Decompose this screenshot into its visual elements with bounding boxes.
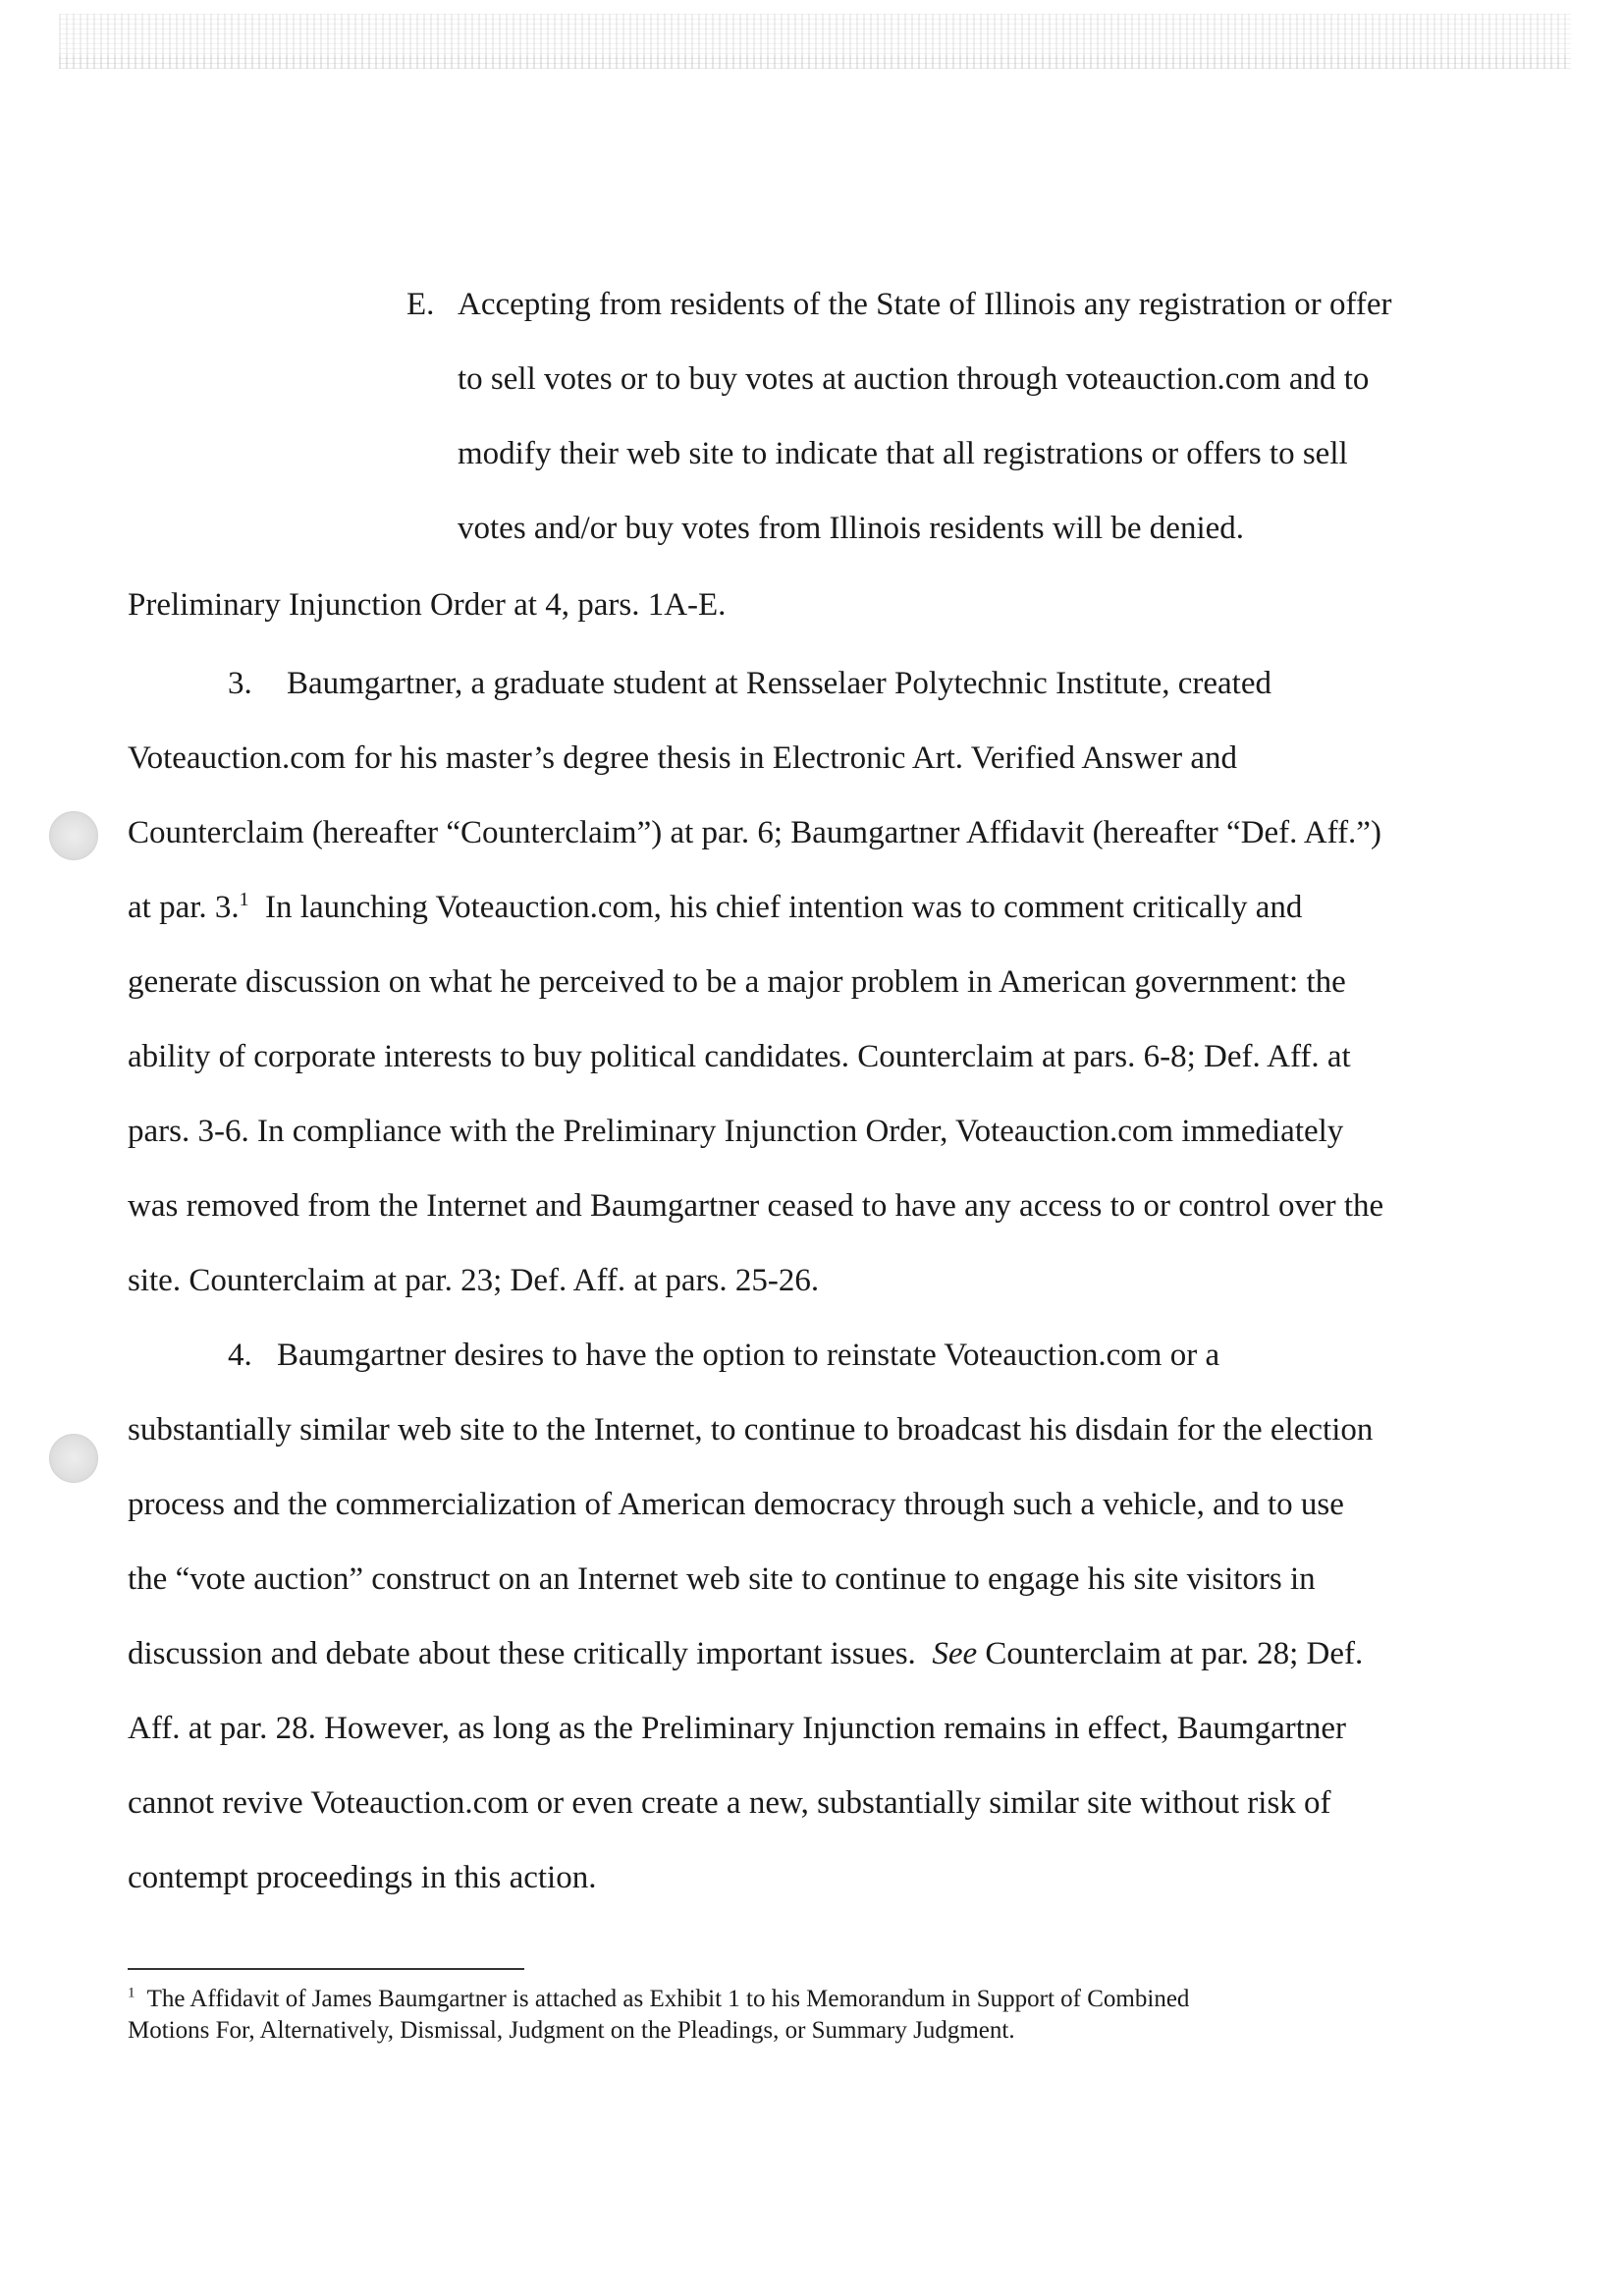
paragraph-3-line-7: was removed from the Internet and Baumgartner ceased to have any access to or control over the [128, 1188, 1384, 1224]
paragraph-3-first-line: Baumgartner, a graduate student at Rensselaer Polytechnic Institute, created [287, 666, 1271, 701]
paragraph-3-number: 3. [228, 666, 252, 701]
subitem-e-line-4: votes and/or buy votes from Illinois residents will be denied. [458, 511, 1245, 546]
paragraph-4-line-1: substantially similar web site to the Internet, to continue to broadcast his disdain for the election [128, 1412, 1374, 1448]
paragraph-3-line-2: Counterclaim (hereafter “Counterclaim”) at par. 6; Baumgartner Affidavit (hereafter “Def. Aff.”) [128, 815, 1381, 850]
paragraph-4-line-7: contempt proceedings in this action. [128, 1860, 597, 1895]
paragraph-3-line-6: pars. 3-6. In compliance with the Preliminary Injunction Order, Voteauction.com immediately [128, 1114, 1344, 1149]
paragraph-4-first-line: Baumgartner desires to have the option to reinstate Voteauction.com or a [277, 1338, 1220, 1373]
paragraph-4-line-4-start: discussion and debate about these critically important issues. [128, 1636, 916, 1671]
subitem-e-marker: E. [406, 287, 435, 322]
paragraph-3-line-5: ability of corporate interests to buy political candidates. Counterclaim at pars. 6-8; Def. Aff. at [128, 1039, 1351, 1074]
subitem-e-line-3: modify their web site to indicate that all registrations or offers to sell [458, 436, 1348, 471]
paragraph-3-line-8: site. Counterclaim at par. 23; Def. Aff. at pars. 25-26. [128, 1263, 820, 1298]
footnote-text-1: The Affidavit of James Baumgartner is attached as Exhibit 1 to his Memorandum in Support of Combined [146, 1986, 1190, 2012]
paragraph-4-line-3: the “vote auction” construct on an Internet web site to continue to engage his site visitors in [128, 1561, 1316, 1597]
footnote-line-1 [128, 1984, 1189, 2015]
citation-line: Preliminary Injunction Order at 4, pars. 1A-E. [128, 587, 727, 623]
paragraph-3-line-3 [128, 888, 1302, 927]
paragraph-4-line-4 [128, 1634, 1363, 1673]
scan-artifact-top-lower [59, 55, 1571, 69]
punch-hole-lower [49, 1434, 98, 1483]
subitem-e-line-1: Accepting from residents of the State of Illinois any registration or offer [458, 287, 1392, 322]
paragraph-3-line-1: Voteauction.com for his master’s degree thesis in Electronic Art. Verified Answer and [128, 740, 1237, 776]
paragraph-3-line-3-start: at par. 3. [128, 890, 240, 925]
see-signal: See [932, 1636, 978, 1671]
footnote-line-2: Motions For, Alternatively, Dismissal, Judgment on the Pleadings, or Summary Judgment. [128, 2017, 1015, 2044]
paragraph-4-line-4-rest: Counterclaim at par. 28; Def. [985, 1636, 1364, 1671]
paragraph-4-number: 4. [228, 1338, 252, 1373]
paragraph-3-line-3-rest: In launching Voteauction.com, his chief intention was to comment critically and [265, 890, 1303, 925]
paragraph-4-line-6: cannot revive Voteauction.com or even create a new, substantially similar site without risk of [128, 1785, 1331, 1821]
footnote-divider [128, 1968, 524, 1970]
paragraph-4-line-2: process and the commercialization of American democracy through such a vehicle, and to use [128, 1487, 1344, 1522]
paragraph-4-line-5: Aff. at par. 28. However, as long as the Preliminary Injunction remains in effect, Baumgartner [128, 1711, 1347, 1746]
paragraph-3-line-4: generate discussion on what he perceived to be a major problem in American government: the [128, 964, 1346, 1000]
subitem-e-line-2: to sell votes or to buy votes at auction through voteauction.com and to [458, 361, 1370, 397]
footnote-reference: 1 [239, 889, 249, 910]
punch-hole-upper [49, 811, 98, 860]
footnote-marker: 1 [128, 1985, 135, 2001]
